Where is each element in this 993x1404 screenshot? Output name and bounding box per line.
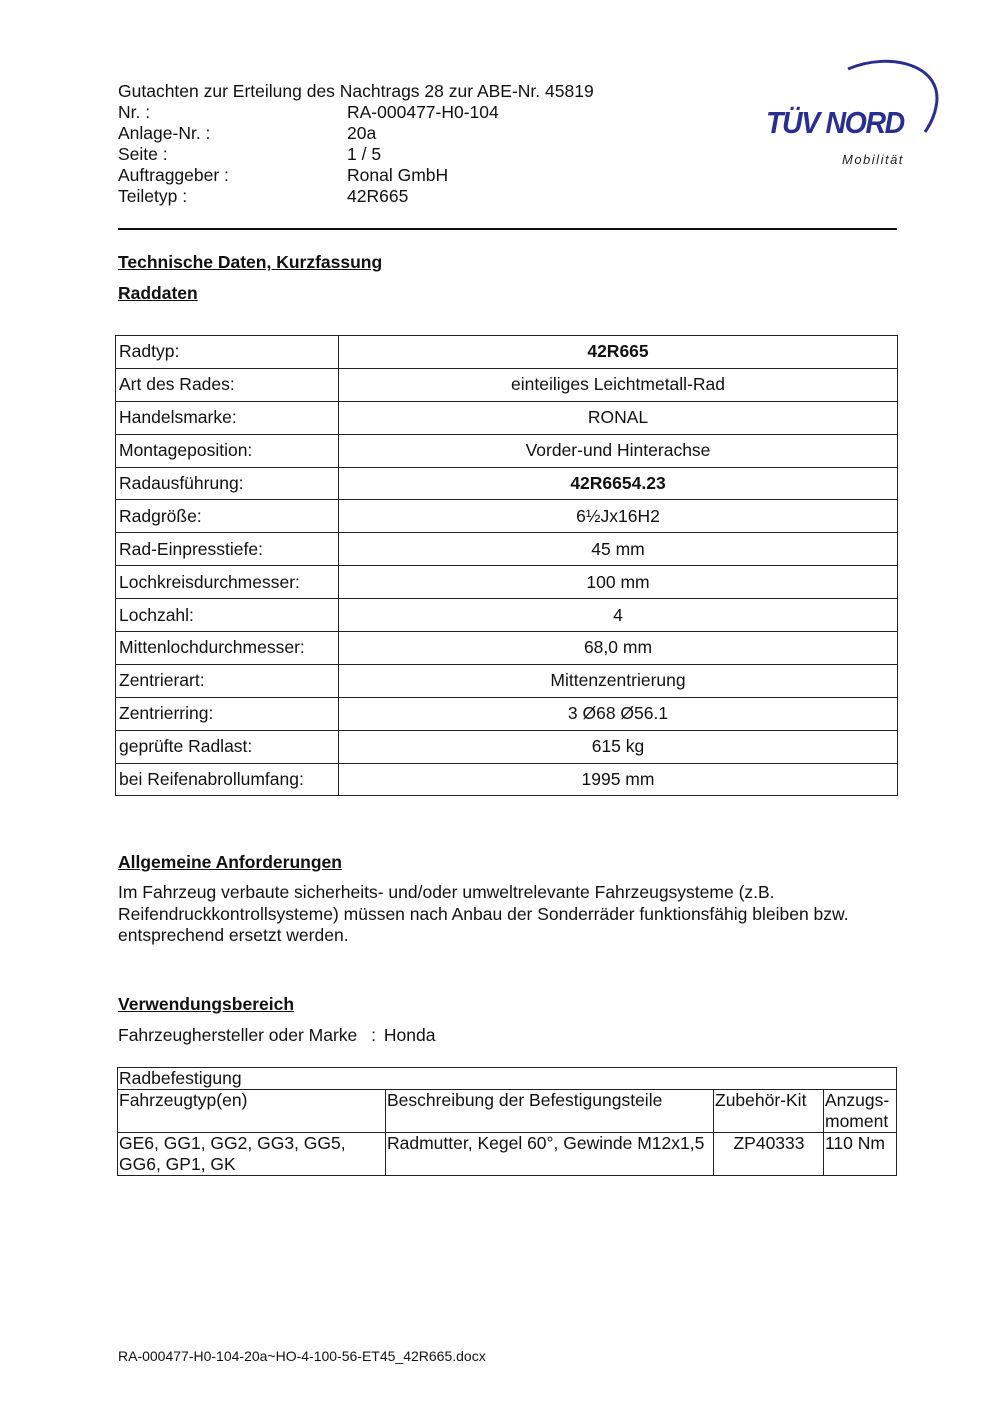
- header-field-seite: [118, 144, 518, 165]
- allgemein-text: Im Fahrzeug verbaute sicherheits- und/oder umweltrelevante Fahrzeugsysteme (z.B. Reifendruckkontrollsysteme) müssen nach Anbau der Sonderräder funktionsfähig bleiben bzw. entsprechend ersetzt werden.: [118, 882, 849, 945]
- field-value: 20a: [347, 123, 377, 143]
- hersteller-line: [118, 1025, 435, 1046]
- table-header-row: [118, 1090, 897, 1133]
- table-row: [118, 1133, 897, 1176]
- row-value: 68,0 mm: [339, 632, 898, 665]
- row-value: 6½Jx16H2: [339, 500, 898, 533]
- field-value: 1 / 5: [347, 144, 382, 164]
- column-header: Beschreibung der Befestigungsteile: [386, 1090, 714, 1133]
- row-label: Zentrierring:: [116, 697, 339, 730]
- header-field-auftraggeber: [118, 165, 518, 186]
- row-label: Montageposition:: [116, 434, 339, 467]
- row-label: Mittenlochdurchmesser:: [116, 632, 339, 665]
- row-value: Mittenzentrierung: [339, 664, 898, 697]
- row-value: 4: [339, 599, 898, 632]
- table-row: [116, 664, 898, 697]
- field-value: Ronal GmbH: [347, 165, 449, 185]
- field-label: Seite :: [118, 144, 168, 164]
- cell-fahrzeugtyp: GE6, GG1, GG2, GG3, GG5, GG6, GP1, GK: [118, 1133, 386, 1176]
- field-label: Teiletyp :: [118, 186, 188, 206]
- row-label: bei Reifenabrollumfang:: [116, 763, 339, 796]
- row-label: Zentrierart:: [116, 664, 339, 697]
- row-value: 615 kg: [339, 730, 898, 763]
- header-field-nr: [118, 102, 518, 123]
- header-divider: [118, 228, 897, 230]
- row-value: 42R665: [339, 336, 898, 369]
- document-title: Gutachten zur Erteilung des Nachtrags 28 zur ABE-Nr. 45819: [118, 81, 594, 101]
- section-title-allgemein: Allgemeine Anforderungen: [118, 852, 342, 872]
- table-row: [116, 434, 898, 467]
- table-row: [116, 730, 898, 763]
- table-row: [116, 368, 898, 401]
- table-row: [116, 632, 898, 665]
- row-value: 3 Ø68 Ø56.1: [339, 697, 898, 730]
- table-row: [116, 533, 898, 566]
- header-field-teiletyp: [118, 186, 518, 207]
- cell-anzugsmoment: 110 Nm: [824, 1133, 897, 1176]
- cell-beschreibung: Radmutter, Kegel 60°, Gewinde M12x1,5: [386, 1133, 714, 1176]
- table-row: [116, 467, 898, 500]
- radbefestigung-table: [117, 1067, 897, 1176]
- table-row: [116, 566, 898, 599]
- row-value: 100 mm: [339, 566, 898, 599]
- row-label: Radausführung:: [116, 467, 339, 500]
- section-title-verwendung: Verwendungsbereich: [118, 994, 295, 1014]
- row-label: Rad-Einpresstiefe:: [116, 533, 339, 566]
- footer-filename: RA-000477-H0-104-20a~HO-4-100-56-ET45_42R665.docx: [118, 1348, 486, 1364]
- hersteller-sep: :: [371, 1025, 377, 1045]
- table-row: [116, 500, 898, 533]
- row-label: Radtyp:: [116, 336, 339, 369]
- field-label: Anlage-Nr. :: [118, 123, 211, 143]
- row-label: geprüfte Radlast:: [116, 730, 339, 763]
- field-value: 42R665: [347, 186, 409, 206]
- header-field-anlage: [118, 123, 518, 144]
- row-value: einteiliges Leichtmetall-Rad: [339, 368, 898, 401]
- row-value: 42R6654.23: [339, 467, 898, 500]
- row-label: Lochkreisdurchmesser:: [116, 566, 339, 599]
- logo-sub: Mobilität: [842, 152, 904, 167]
- column-header: Fahrzeugtyp(en): [118, 1090, 386, 1133]
- column-header: Anzugs-moment: [824, 1090, 897, 1133]
- raddaten-table: [115, 335, 898, 796]
- section-title-technische-daten: Technische Daten, Kurzfassung: [118, 252, 383, 272]
- row-value: RONAL: [339, 401, 898, 434]
- row-label: Radgröße:: [116, 500, 339, 533]
- column-header: Zubehör-Kit: [714, 1090, 824, 1133]
- table-caption: Radbefestigung: [118, 1068, 897, 1090]
- hersteller-label: Fahrzeughersteller oder Marke: [118, 1025, 358, 1045]
- tuev-nord-logo: [760, 55, 945, 175]
- row-value: Vorder-und Hinterachse: [339, 434, 898, 467]
- field-value: RA-000477-H0-104: [347, 102, 499, 122]
- logo-brand: TÜV NORD: [766, 105, 904, 140]
- row-value: 1995 mm: [339, 763, 898, 796]
- section-subtitle-raddaten: Raddaten: [118, 283, 198, 303]
- field-label: Auftraggeber :: [118, 165, 229, 185]
- row-label: Handelsmarke:: [116, 401, 339, 434]
- table-row: [116, 599, 898, 632]
- table-caption-row: [118, 1068, 897, 1090]
- hersteller-value: Honda: [383, 1025, 436, 1045]
- table-row: [116, 336, 898, 369]
- table-row: [116, 697, 898, 730]
- row-label: Art des Rades:: [116, 368, 339, 401]
- field-label: Nr. :: [118, 102, 151, 122]
- table-row: [116, 763, 898, 796]
- cell-zubehoer-kit: ZP40333: [714, 1133, 824, 1176]
- row-label: Lochzahl:: [116, 599, 339, 632]
- row-value: 45 mm: [339, 533, 898, 566]
- table-row: [116, 401, 898, 434]
